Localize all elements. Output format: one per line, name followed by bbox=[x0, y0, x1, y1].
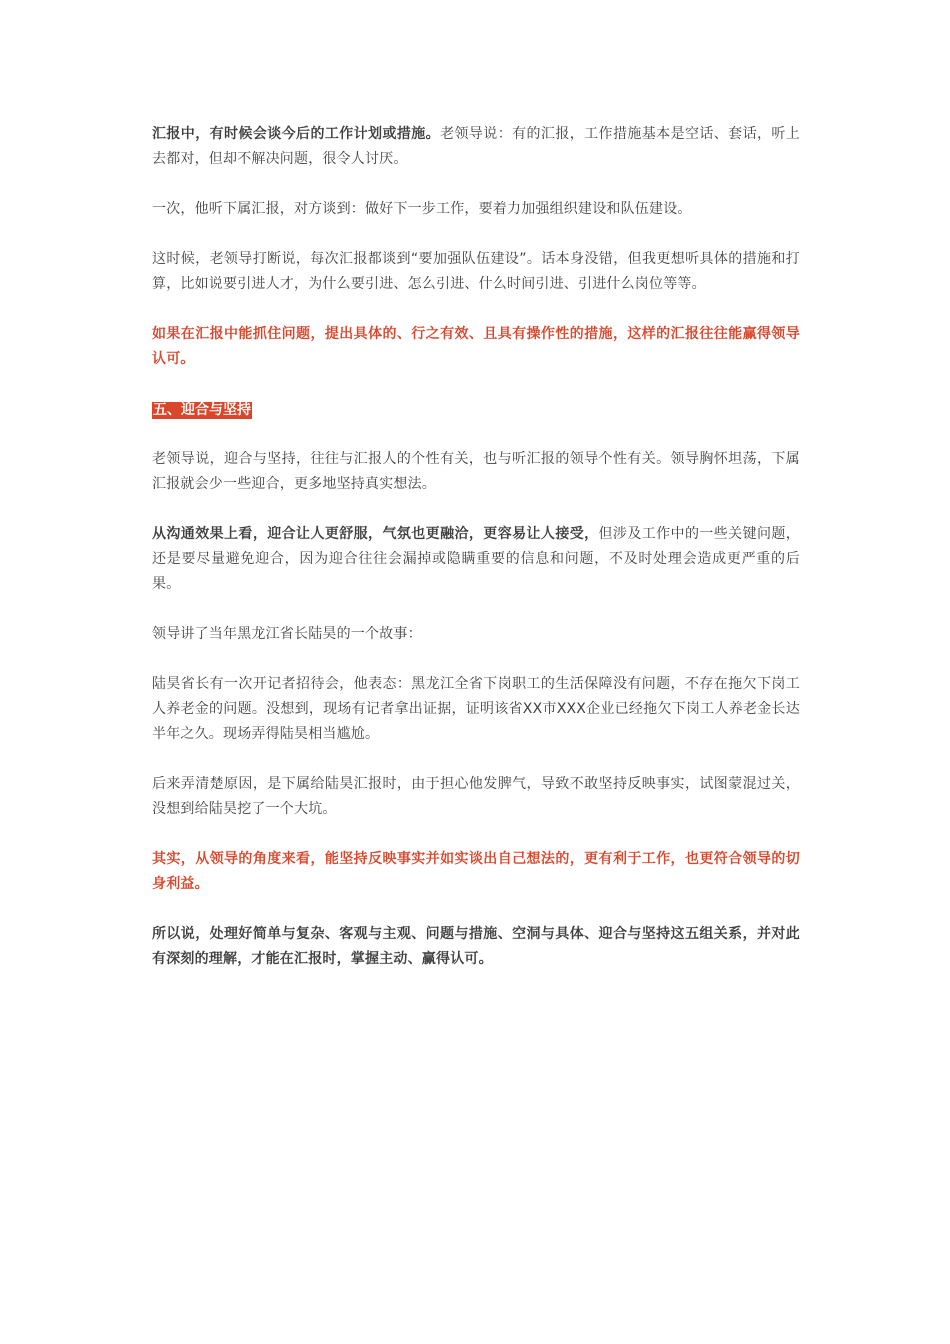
paragraph-subordinate-report: 一次，他听下属汇报，对方谈到：做好下一步工作，要着力加强组织建设和队伍建设。 bbox=[152, 201, 692, 217]
paragraph-plans-measures bbox=[152, 122, 800, 172]
paragraph-story-cause: 后来弄清楚原因，是下属给陆昊汇报时，由于担心他发脾气，导致不敢坚持反映事实，试图蒙混过关，没想到给陆昊挖了一个大坑。 bbox=[152, 776, 800, 817]
paragraph-team-building: 这时候，老领导打断说，每次汇报都谈到“要加强队伍建设”。话本身没错，但我更想听具体的措施和打算，比如说要引进人才，为什么要引进、怎么引进、什么时间引进、引进什么岗位等等。 bbox=[152, 251, 800, 292]
paragraph-text: 老领导说：有的汇报，工作措施基本是空话、套话，听上去都对，但却不解决问题，很令人讨厌。 bbox=[152, 126, 801, 167]
paragraph-text: 但涉及工作中的一些关键问题，还是要尽量避免迎合，因为迎合往往会漏掉或隐瞒重要的信息和问题，不及时处理会造成更严重的后果。 bbox=[152, 526, 800, 592]
paragraph-flattery-persistence: 老领导说，迎合与坚持，往往与汇报人的个性有关，也与听汇报的领导个性有关。领导胸怀坦荡，下属汇报就会少一些迎合，更多地坚持真实想法。 bbox=[152, 451, 800, 492]
paragraph-communication-effect bbox=[152, 522, 800, 597]
paragraph-story-intro: 领导讲了当年黑龙江省长陆昊的一个故事： bbox=[152, 626, 422, 642]
highlight-paragraph-specific-measures: 如果在汇报中能抓住问题，提出具体的、行之有效、且具有操作性的措施，这样的汇报往往能赢得领导认可。 bbox=[152, 326, 800, 367]
paragraph-lead-bold: 汇报中，有时候会谈今后的工作计划或措施。 bbox=[152, 126, 441, 142]
section-heading-row bbox=[152, 397, 800, 422]
conclusion-paragraph: 所以说，处理好简单与复杂、客观与主观、问题与措施、空洞与具体、迎合与坚持这五组关系，并对此有深刻的理解，才能在汇报时，掌握主动、赢得认可。 bbox=[152, 926, 800, 967]
section-heading: 五、迎合与坚持 bbox=[153, 402, 251, 418]
highlight-paragraph-leader-interest: 其实，从领导的角度来看，能坚持反映事实并如实谈出自己想法的，更有利于工作，也更符合领导的切身利益。 bbox=[152, 851, 800, 892]
paragraph-press-conference-story: 陆昊省长有一次开记者招待会，他表态：黑龙江全省下岗职工的生活保障没有问题，不存在拖欠下岗工人养老金的问题。没想到，现场有记者拿出证据，证明该省XX市XXX企业已经拖欠下岗工人养老金长达半年之久。现场弄得陆昊相当尴尬。 bbox=[152, 676, 800, 742]
paragraph-lead-bold: 从沟通效果上看，迎合让人更舒服，气氛也更融洽，更容易让人接受， bbox=[152, 526, 599, 542]
article-body bbox=[152, 122, 800, 997]
